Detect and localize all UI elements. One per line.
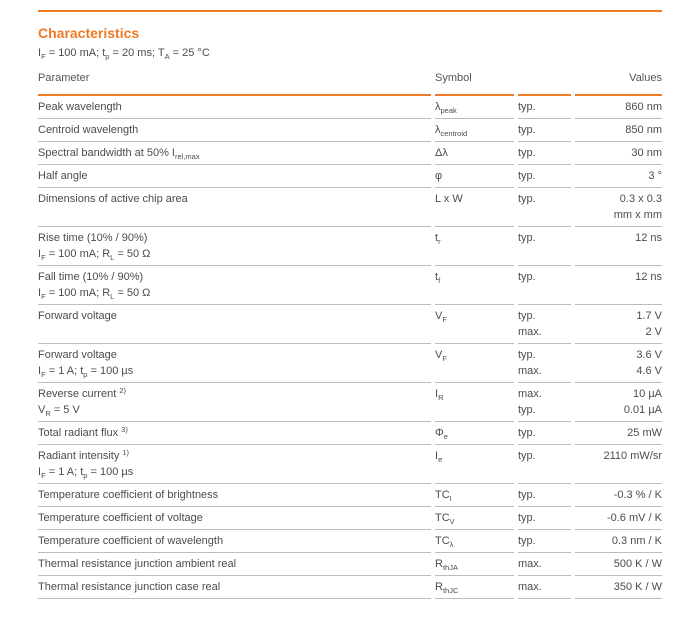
value-cell [575, 142, 662, 165]
symbol-cell: $t_f$ [435, 266, 514, 305]
parameter-cell [38, 422, 431, 445]
qualifier-line: typ. [518, 101, 536, 113]
qualifier-line: typ. [518, 170, 536, 182]
table-row [38, 484, 662, 507]
value-line: 350 K / W [613, 581, 662, 593]
parameter-cell [38, 383, 431, 422]
parameter-line: Centroid wavelength [38, 124, 139, 136]
qualifier-cell [518, 142, 571, 165]
table-row [38, 422, 662, 445]
qualifier-line: typ. [518, 512, 536, 524]
parameter-line: Forward voltage [38, 310, 117, 322]
value-line: 12 ns [635, 232, 662, 244]
test-conditions: $I_F = 100$ mA; $t_p = 20$ ms; $T_A = 25$ °C [38, 47, 210, 61]
column-header-values: Values [575, 68, 662, 96]
qualifier-cell [518, 96, 571, 119]
table-row [38, 530, 662, 553]
parameter-cell [38, 507, 431, 530]
qualifier-cell [518, 383, 571, 422]
qualifier-cell [518, 530, 571, 553]
symbol-cell: $\lambda_{peak}$ [435, 96, 514, 119]
column-header-parameter: Parameter [38, 68, 431, 96]
parameter-cell [38, 553, 431, 576]
symbol-cell: $V_F$ [435, 344, 514, 383]
parameter-cell [38, 305, 431, 344]
qualifier-cell [518, 188, 571, 227]
parameter-line: $I_F = 1$ A; $t_p = 100$ µs [38, 365, 134, 379]
symbol-cell: $R_{thJA}$ [435, 553, 514, 576]
value-cell [575, 507, 662, 530]
parameter-cell [38, 96, 431, 119]
qualifier-line: typ. [518, 147, 536, 159]
symbol-cell: $R_{thJC}$ [435, 576, 514, 599]
value-cell [575, 165, 662, 188]
parameter-line: $I_F = 100$ mA; $R_L = 50$ Ω [38, 287, 151, 301]
parameter-cell [38, 576, 431, 599]
qualifier-cell [518, 266, 571, 305]
value-line: 860 nm [625, 101, 662, 113]
parameter-line: Temperature coefficient of brightness [38, 489, 219, 501]
qualifier-cell [518, 445, 571, 484]
value-cell [575, 422, 662, 445]
parameter-line: Thermal resistance junction case real [38, 581, 221, 593]
qualifier-line: max. [518, 365, 542, 377]
value-line: 2 V [645, 326, 662, 338]
qualifier-line: typ. [518, 310, 536, 322]
value-line: 12 ns [635, 271, 662, 283]
value-line: 0.3 nm / K [611, 535, 662, 547]
table-row [38, 553, 662, 576]
parameter-line: Dimensions of active chip area [38, 193, 188, 205]
qualifier-cell [518, 305, 571, 344]
symbol-cell: $I_R$ [435, 383, 514, 422]
value-line: -0.3 % / K [613, 489, 662, 501]
value-cell [575, 530, 662, 553]
qualifier-line: typ. [518, 193, 536, 205]
section-divider-rule [38, 10, 662, 12]
parameter-line: Reverse current $^{2)}$ [38, 386, 126, 400]
qualifier-line: typ. [518, 404, 536, 416]
value-line: 0.01 µA [623, 404, 662, 416]
table-row [38, 576, 662, 599]
qualifier-line: typ. [518, 232, 536, 244]
parameter-line: Forward voltage [38, 349, 117, 361]
value-cell [575, 383, 662, 422]
parameter-cell [38, 227, 431, 266]
table-row [38, 227, 662, 266]
qualifier-line [518, 207, 571, 223]
value-cell [575, 553, 662, 576]
parameter-line: Total radiant flux $^{3)}$ [38, 425, 128, 439]
parameter-line: Rise time (10% / 90%) [38, 232, 148, 244]
table-row [38, 165, 662, 188]
parameter-cell [38, 484, 431, 507]
qualifier-cell [518, 165, 571, 188]
qualifier-line: max. [518, 388, 542, 400]
parameter-line: $V_R = 5$ V [38, 404, 80, 418]
characteristics-table-body [38, 96, 662, 599]
value-line: 2110 mW/sr [603, 450, 662, 462]
value-cell [575, 445, 662, 484]
parameter-cell [38, 530, 431, 553]
symbol-cell: $\lambda_{centroid}$ [435, 119, 514, 142]
parameter-cell [38, 445, 431, 484]
qualifier-cell [518, 422, 571, 445]
parameter-line: Fall time (10% / 90%) [38, 271, 144, 283]
page-title: Characteristics [38, 25, 140, 41]
table-row [38, 383, 662, 422]
value-line: 850 nm [625, 124, 662, 136]
value-cell [575, 305, 662, 344]
value-cell [575, 344, 662, 383]
qualifier-cell [518, 553, 571, 576]
table-row [38, 507, 662, 530]
value-cell [575, 266, 662, 305]
value-line: 0.3 x 0.3 [619, 193, 662, 205]
parameter-line: $I_F = 100$ mA; $R_L = 50$ Ω [38, 248, 151, 262]
value-cell [575, 484, 662, 507]
table-row [38, 305, 662, 344]
parameter-cell [38, 188, 431, 227]
column-header-symbol: Symbol [435, 68, 514, 96]
column-header-qualifier [518, 68, 571, 96]
table-row [38, 142, 662, 165]
parameter-line: Temperature coefficient of wavelength [38, 535, 224, 547]
parameter-cell [38, 142, 431, 165]
value-line: 25 mW [627, 427, 662, 439]
symbol-cell: L x W [435, 188, 514, 227]
qualifier-line: max. [518, 581, 542, 593]
parameter-cell [38, 344, 431, 383]
table-row [38, 266, 662, 305]
parameter-line: Thermal resistance junction ambient real [38, 558, 237, 570]
parameter-line: Peak wavelength [38, 101, 122, 113]
value-line: 3 ° [648, 170, 662, 182]
symbol-cell: $TC_I$ [435, 484, 514, 507]
qualifier-line: max. [518, 558, 542, 570]
table-row [38, 445, 662, 484]
symbol-cell: $I_e$ [435, 445, 514, 484]
qualifier-cell [518, 119, 571, 142]
characteristics-table [34, 68, 666, 599]
table-row [38, 188, 662, 227]
parameter-line: $I_F = 1$ A; $t_p = 100$ µs [38, 466, 134, 480]
qualifier-line: typ. [518, 427, 536, 439]
qualifier-line: typ. [518, 124, 536, 136]
qualifier-cell [518, 507, 571, 530]
qualifier-line: typ. [518, 271, 536, 283]
value-cell [575, 119, 662, 142]
qualifier-line: max. [518, 326, 542, 338]
parameter-cell [38, 266, 431, 305]
parameter-line: Radiant intensity $^{1)}$ [38, 448, 130, 462]
qualifier-line: typ. [518, 535, 536, 547]
value-line: mm x mm [613, 209, 662, 221]
symbol-cell: φ [435, 165, 514, 188]
qualifier-cell [518, 576, 571, 599]
table-row [38, 96, 662, 119]
value-line: -0.6 mV / K [606, 512, 662, 524]
parameter-line: Spectral bandwidth at 50% $I_{rel,max}$ [38, 147, 200, 161]
parameter-line: Temperature coefficient of voltage [38, 512, 203, 524]
value-cell [575, 227, 662, 266]
value-line: 4.6 V [636, 365, 662, 377]
value-line: 1.7 V [636, 310, 662, 322]
table-row [38, 344, 662, 383]
value-cell [575, 576, 662, 599]
symbol-cell: $TC_\lambda$ [435, 530, 514, 553]
value-line: 10 µA [633, 388, 662, 400]
table-row [38, 119, 662, 142]
qualifier-cell [518, 344, 571, 383]
symbol-cell: $V_F$ [435, 305, 514, 344]
symbol-cell: $TC_V$ [435, 507, 514, 530]
qualifier-line: typ. [518, 349, 536, 361]
qualifier-cell [518, 227, 571, 266]
parameter-cell [38, 119, 431, 142]
value-line: 3.6 V [636, 349, 662, 361]
qualifier-line: typ. [518, 450, 536, 462]
qualifier-cell [518, 484, 571, 507]
symbol-cell: Δλ [435, 142, 514, 165]
value-cell [575, 188, 662, 227]
symbol-cell: $t_r$ [435, 227, 514, 266]
parameter-cell [38, 165, 431, 188]
value-cell [575, 96, 662, 119]
value-line: 500 K / W [613, 558, 662, 570]
parameter-line: Half angle [38, 170, 88, 182]
qualifier-line: typ. [518, 489, 536, 501]
value-line: 30 nm [631, 147, 662, 159]
symbol-cell: $\Phi_e$ [435, 422, 514, 445]
table-header-row [38, 68, 662, 96]
